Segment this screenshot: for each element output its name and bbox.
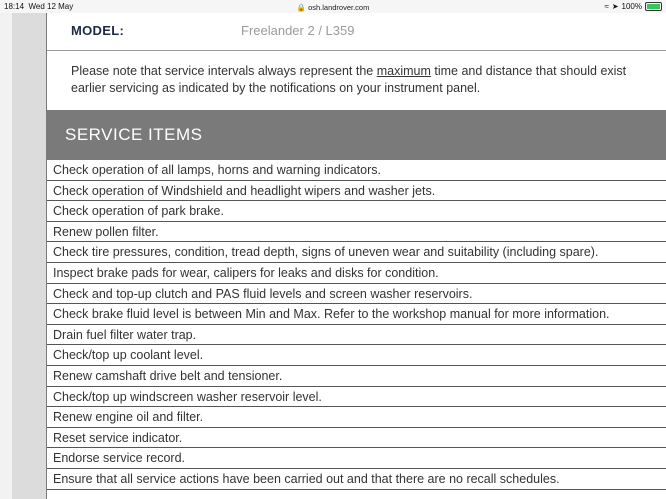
- service-item: Check and top-up clutch and PAS fluid levels and screen washer reservoirs.: [47, 284, 666, 305]
- status-bar: [0, 0, 666, 13]
- status-indicators: [604, 2, 662, 11]
- model-value: Freelander 2 / L359: [241, 23, 355, 38]
- service-note: [71, 63, 666, 97]
- wifi-icon: ≈: [604, 2, 609, 11]
- service-item: Drain fuel filter water trap.: [47, 325, 666, 346]
- status-date: Wed 12 May: [28, 2, 74, 11]
- address-bar[interactable]: [0, 3, 666, 12]
- service-item: Check/top up windscreen washer reservoir level.: [47, 387, 666, 408]
- page-content: [12, 13, 666, 499]
- service-item: Renew pollen filter.: [47, 222, 666, 243]
- battery-fill: [647, 4, 660, 9]
- battery-percent: 100%: [621, 2, 642, 11]
- service-items-list: [47, 160, 666, 490]
- service-item: Endorse service record.: [47, 448, 666, 469]
- note-line-2: earlier servicing as indicated by the notifications on your instrument panel.: [71, 81, 481, 95]
- lock-icon: 🔒: [296, 3, 306, 12]
- service-item: Check operation of park brake.: [47, 201, 666, 222]
- section-title: SERVICE ITEMS: [65, 125, 203, 144]
- service-item: Check brake fluid level is between Min and Max. Refer to the workshop manual for more information.: [47, 304, 666, 325]
- left-rail: [12, 13, 46, 499]
- note-text-start: Please note that service intervals always represent the: [71, 64, 377, 78]
- status-time: 18:14 Wed 12 May: [4, 2, 74, 11]
- location-icon: ➤: [611, 2, 619, 11]
- service-item: Reset service indicator.: [47, 428, 666, 449]
- service-item: Check/top up coolant level.: [47, 345, 666, 366]
- service-item: Check operation of Windshield and headlight wipers and washer jets.: [47, 181, 666, 202]
- divider: [47, 50, 666, 51]
- service-item: Check tire pressures, condition, tread depth, signs of uneven wear and suitability (including spare).: [47, 242, 666, 263]
- service-item: Renew camshaft drive belt and tensioner.: [47, 366, 666, 387]
- service-item: Inspect brake pads for wear, calipers for leaks and disks for condition.: [47, 263, 666, 284]
- service-item: Renew engine oil and filter.: [47, 407, 666, 428]
- battery-icon: [645, 2, 662, 11]
- service-item: Check operation of all lamps, horns and warning indicators.: [47, 160, 666, 181]
- note-text-end: time and distance that should exist: [430, 64, 627, 78]
- note-emphasis: maximum: [376, 64, 431, 78]
- url-text: osh.landrover.com: [308, 3, 370, 12]
- model-label: MODEL:: [71, 23, 125, 38]
- service-item: Ensure that all service actions have been carried out and that there are no recall schedules.: [47, 469, 666, 490]
- section-header: [47, 110, 666, 160]
